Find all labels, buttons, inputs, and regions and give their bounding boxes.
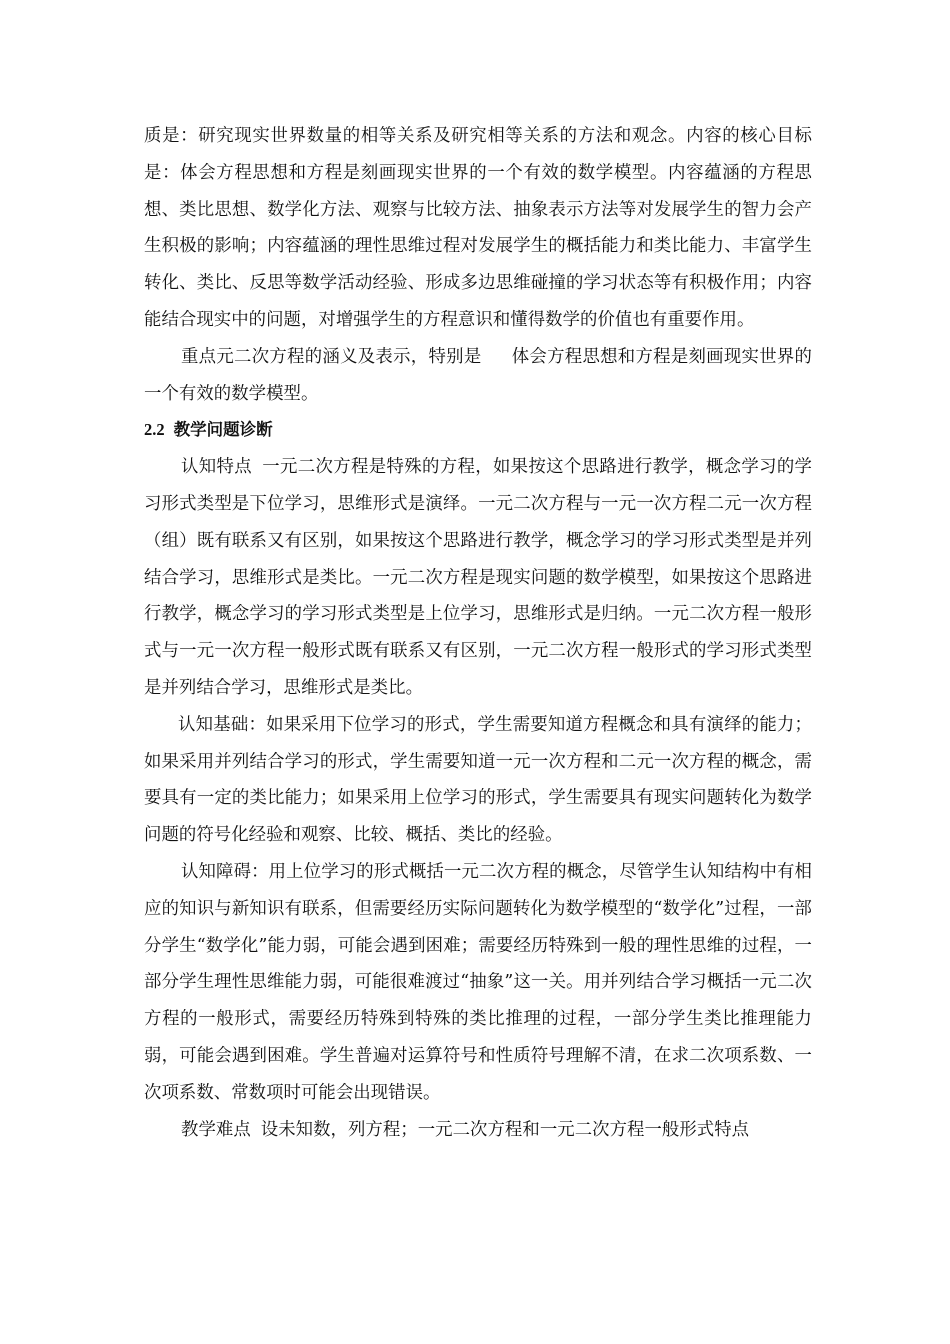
cognitive-features-label: 认知特点 (181, 457, 252, 478)
section-number: 2.2 (144, 420, 165, 440)
paragraph-content-significance: 质是：研究现实世界数量的相等关系及研究相等关系的方法和观念。内容的核心目标是：体会方程思想和方程是刻画现实世界的一个有效的数学模型。内容蕴涵的方程思想、类比思想、数学化方法、观察与比较方法、抽象表示方法等对发展学生的智力会产生积极的影响；内容蕴涵的理性思维过程对发展学生的概括能力和类比能力、丰富学生转化、类比、反思等数学活动经验、形成多边思维碰撞的学习状态等有积极作用；内容能结合现实中的问题，对增强学生的方程意识和懂得数学的价值也有重要作用。 (144, 126, 812, 330)
cognitive-features-text: 一元二次方程是特殊的方程，如果按这个思路进行教学，概念学习的学习形式类型是下位学习，思维形式是演绎。一元二次方程与一元一次方程二元一次方程（组）既有联系又有区别，如果按这个思路进行教学，概念学习的学习形式类型是并列结合学习，思维形式是类比。一元二次方程是现实问题的数学模型，如果按这个思路进行教学，概念学习的学习形式类型是上位学习，思维形式是归纳。一元二次方程一般形式与一元一次方程一般形式既有联系又有区别，一元二次方程一般形式的学习形式类型是并列结合学习，思维形式是类比。 (144, 457, 813, 698)
section-heading (144, 412, 812, 449)
section-title: 教学问题诊断 (173, 420, 273, 440)
key-points-text-a: 重点元二次方程的涵义及表示，特别是 (181, 346, 482, 367)
document-body (144, 118, 812, 1148)
paragraph-teaching-difficulties (144, 1112, 812, 1149)
paragraph-cognitive-basis: 认知基础：如果采用下位学习的形式，学生需要知道方程概念和具有演绎的能力；如果采用并列结合学习的形式，学生需要知道一元一次方程和二元一次方程的概念，需要具有一定的类比能力；如果采用上位学习的形式，学生需要具有现实问题转化为数学问题的符号化经验和观察、比较、概括、类比的经验。 (144, 714, 812, 846)
paragraph-cognitive-features (144, 449, 812, 707)
teaching-difficulties-text: 设未知数，列方程；一元二次方程和一元二次方程一般形式特点 (260, 1119, 750, 1140)
key-points-text-b: 体会方程思想和方程是刻画现实世界的一个有效的数学模型。 (144, 346, 812, 404)
paragraph-key-points (144, 339, 812, 413)
paragraph-cognitive-obstacles: 认知障碍：用上位学习的形式概括一元二次方程的概念，尽管学生认知结构中有相应的知识与新知识有联系，但需要经历实际问题转化为数学模型的“数学化”过程，一部分学生“数学化”能力弱，可能会遇到困难；需要经历特殊到一般的理性思维的过程，一部分学生理性思维能力弱，可能很难渡过“抽象”这一关。用并列结合学习概括一元二次方程的一般形式，需要经历特殊到特殊的类比推理的过程，一部分学生类比推理能力弱，可能会遇到困难。学生普遍对运算符号和性质符号理解不清，在求二次项系数、一次项系数、常数项时可能会出现错误。 (144, 861, 812, 1103)
teaching-difficulties-label: 教学难点 (181, 1119, 251, 1140)
